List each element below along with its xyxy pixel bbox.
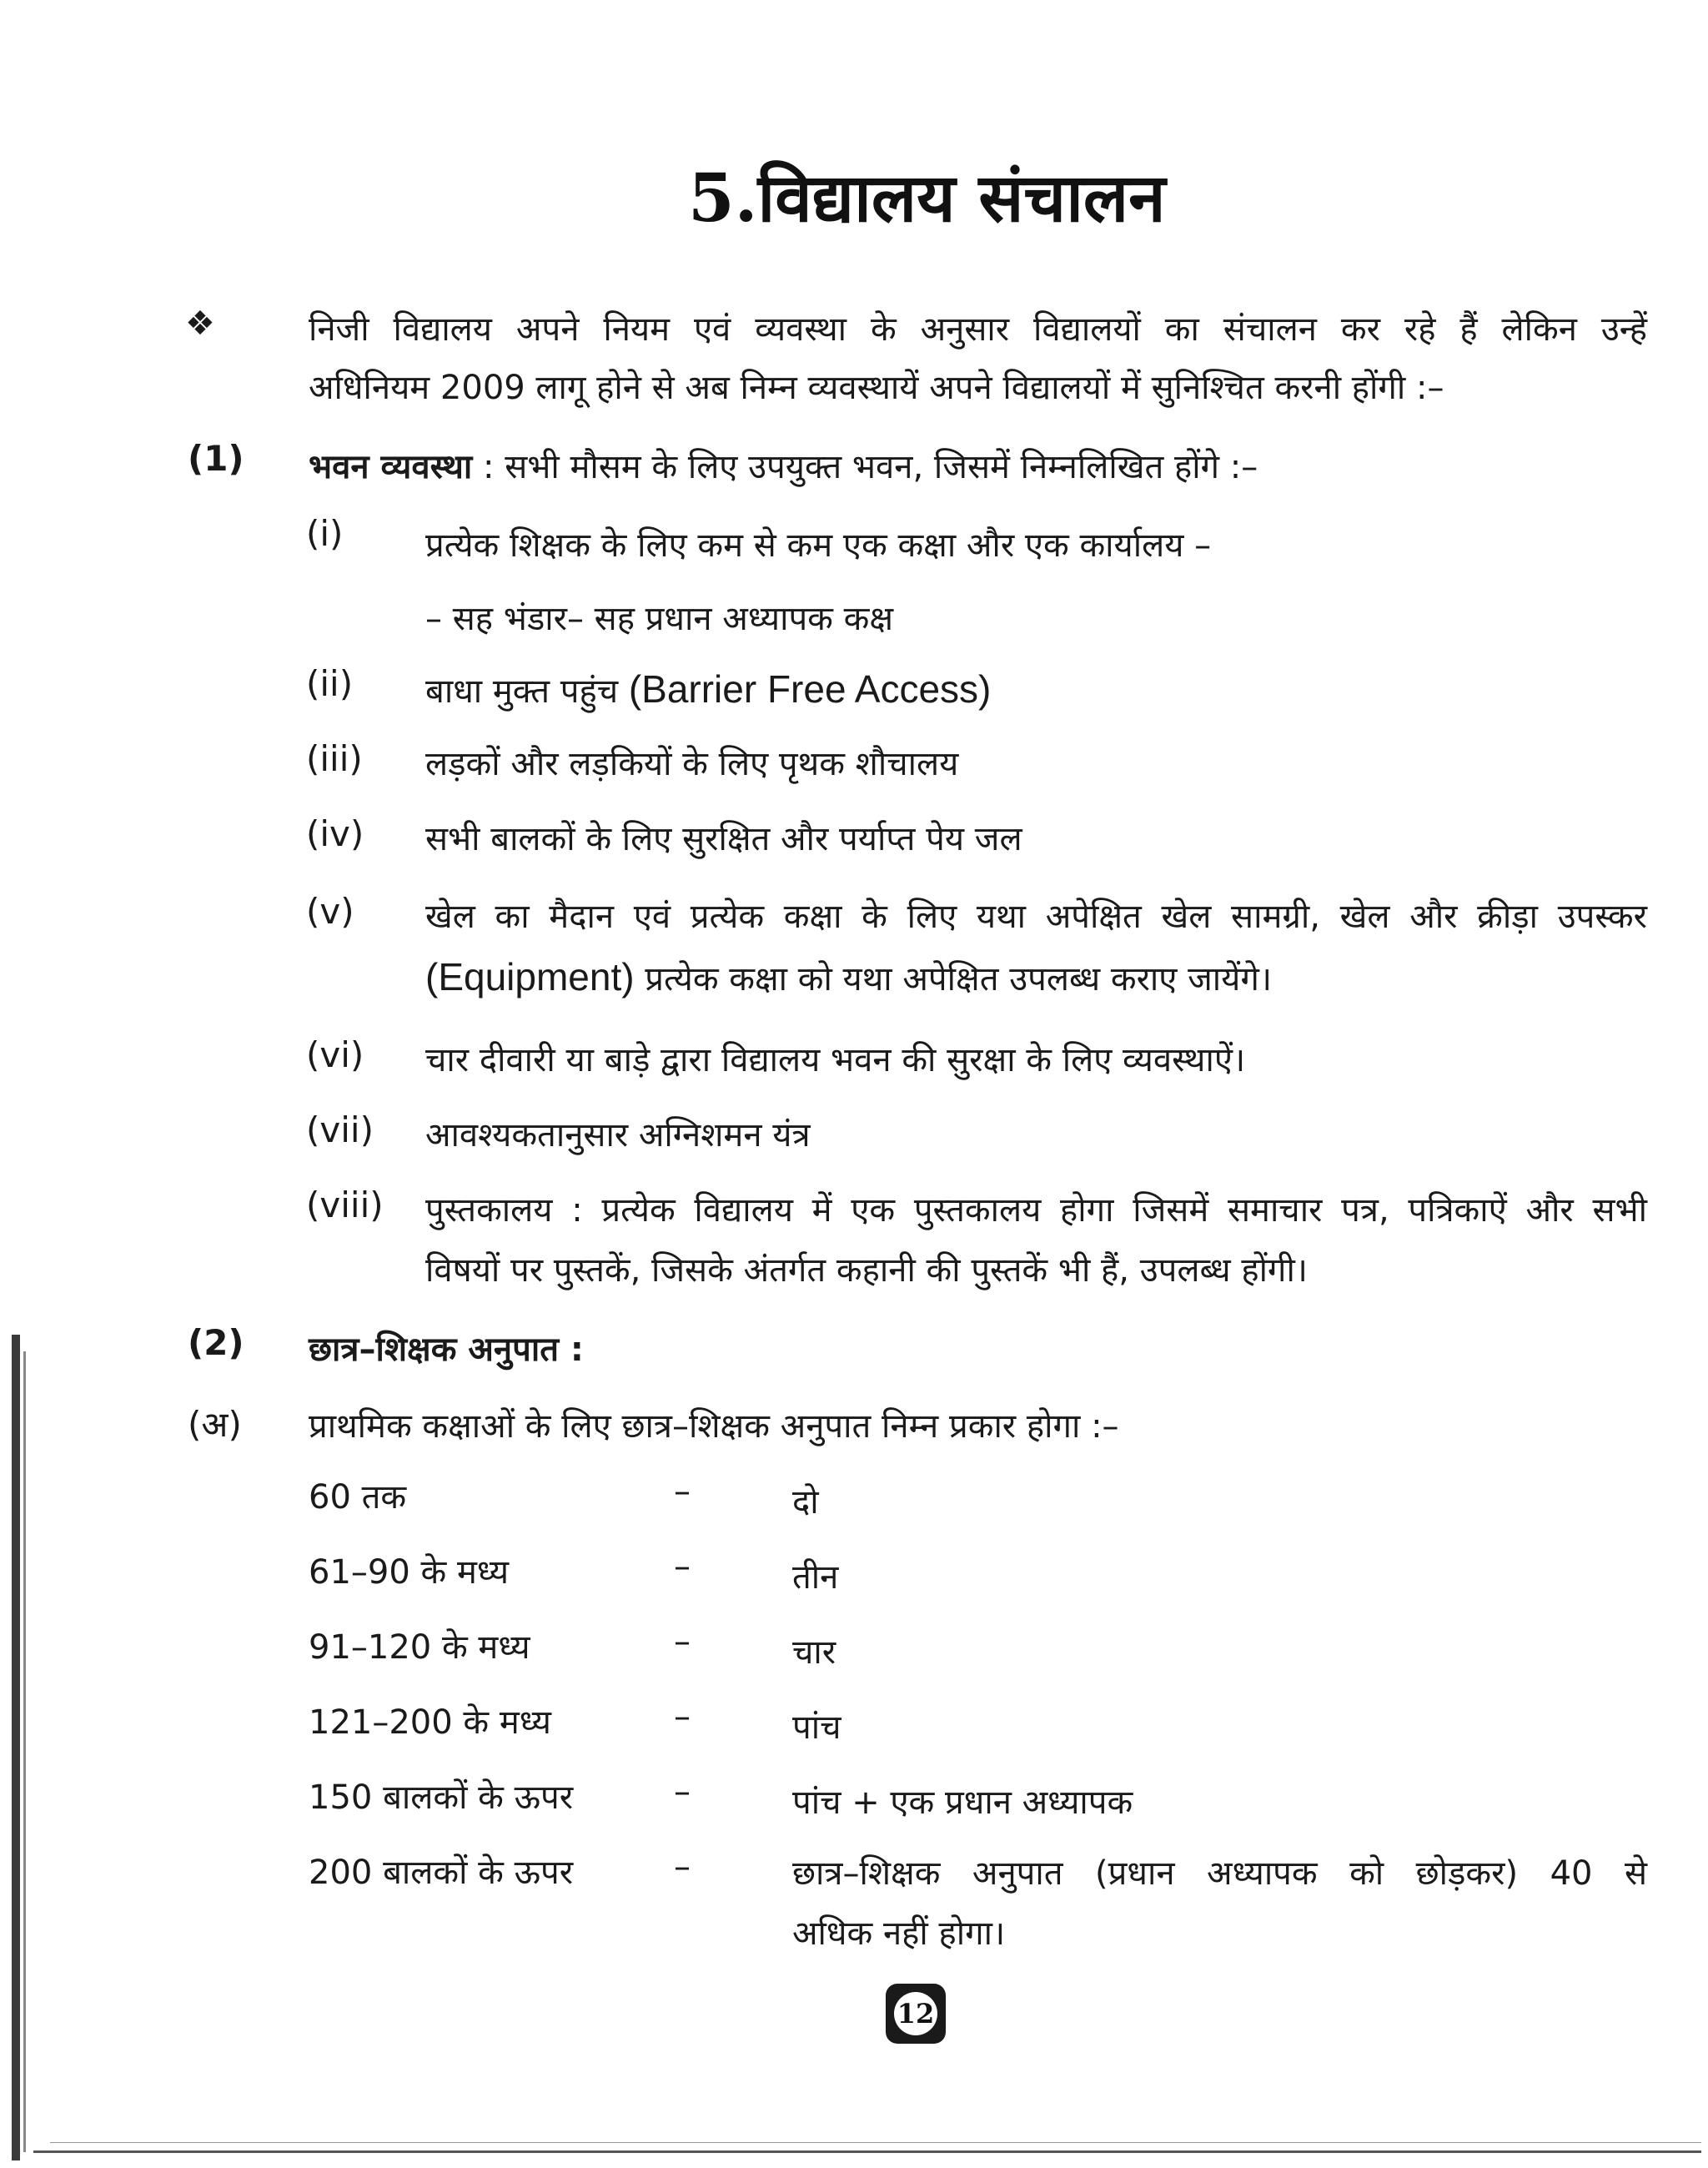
ratio-range: 61–90 के मध्य	[309, 1553, 510, 1592]
ratio-value-line: दो	[792, 1483, 819, 1522]
section-1-heading: भवन व्यवस्था	[309, 448, 473, 486]
item-line: आवश्यकतानुसार अग्निशमन यंत्र	[425, 1116, 811, 1154]
ratio-value-line: पांच + एक प्रधान अध्यापक	[792, 1783, 1133, 1822]
item-line: खेल का मैदान एवं प्रत्येक कक्षा के लिए यथा अपेक्षित खेल सामग्री, खेल और क्रीड़ा उपस्कर	[425, 898, 1647, 936]
ratio-dash: –	[674, 1472, 691, 1511]
ratio-value	[792, 1472, 1647, 1532]
item-number: (v)	[306, 891, 354, 932]
section-2-heading-line	[309, 1325, 584, 1371]
list-item	[425, 509, 1647, 656]
list-item	[425, 1180, 1647, 1300]
intro-paragraph	[309, 300, 1647, 417]
ratio-dash: –	[674, 1622, 691, 1661]
ratio-value	[792, 1844, 1647, 1964]
item-line-rest: प्रत्येक कक्षा को यथा अपेक्षित उपलब्ध कराए जायेंगे।	[634, 960, 1273, 998]
page-number: 12	[894, 1992, 937, 2035]
subsection-number: (अ)	[188, 1404, 242, 1445]
list-item	[425, 887, 1647, 1009]
item-line: लड़कों और लड़कियों के लिए पृथक शौचालय	[425, 745, 959, 783]
intro-line-2: अधिनियम 2009 लागू होने से अब निम्न व्यवस्थायें अपने विद्यालयों में सुनिश्चित करनी होंगी :–	[309, 369, 1444, 407]
binding-edge	[12, 1335, 20, 2160]
section-1-text: : सभी मौसम के लिए उपयुक्त भवन, जिसमें निम्नलिखित होंगे :–	[472, 448, 1258, 486]
ratio-dash: –	[674, 1698, 691, 1736]
list-item	[425, 809, 1647, 869]
section-2-heading: छात्र–शिक्षक अनुपात :	[309, 1330, 584, 1369]
item-number: (iv)	[306, 813, 364, 854]
ratio-range: 150 बालकों के ऊपर	[309, 1778, 574, 1817]
ratio-range: 121–200 के मध्य	[309, 1703, 552, 1742]
item-hindi-text: बाधा मुक्त पहुंच	[425, 672, 629, 711]
ratio-range: 91–120 के मध्य	[309, 1628, 530, 1667]
bullet-icon: ❖	[185, 304, 215, 343]
item-number: (vi)	[306, 1034, 364, 1075]
ratio-dash: –	[674, 1848, 691, 1886]
item-line: – सह भंडार– सह प्रधान अध्यापक कक्ष	[425, 600, 894, 638]
ratio-dash: –	[674, 1773, 691, 1811]
list-item	[425, 1105, 1647, 1165]
item-number: (vii)	[306, 1109, 374, 1150]
item-number: (i)	[306, 513, 344, 554]
ratio-value	[792, 1773, 1647, 1833]
bottom-edge-line	[50, 2142, 1701, 2143]
item-number: (iii)	[306, 738, 363, 779]
section-1-heading-line	[309, 442, 1258, 488]
section-2-number: (2)	[188, 1322, 244, 1363]
intro-line-1: निजी विद्यालय अपने नियम एवं व्यवस्था के अनुसार विद्यालयों का संचालन कर रहे हैं लेकिन उन्हें	[309, 310, 1647, 349]
ratio-value	[792, 1698, 1647, 1758]
list-item	[425, 659, 1647, 722]
subsection-text: प्राथमिक कक्षाओं के लिए छात्र–शिक्षक अनुपात निम्न प्रकार होगा :–	[309, 1407, 1119, 1446]
list-item	[425, 734, 1647, 794]
ratio-value-line: पांच	[792, 1708, 841, 1747]
ratio-range: 60 तक	[309, 1478, 407, 1517]
ratio-value-line: चार	[792, 1633, 836, 1672]
ratio-dash: –	[674, 1547, 691, 1586]
item-number: (viii)	[306, 1185, 384, 1225]
ratio-value-line: अधिक नहीं होगा।	[792, 1914, 1006, 1953]
item-latin-text: (Equipment)	[425, 955, 635, 998]
ratio-value-line: तीन	[792, 1558, 839, 1597]
item-line: सभी बालकों के लिए सुरक्षित और पर्याप्त पेय जल	[425, 820, 1022, 858]
list-item	[425, 1030, 1647, 1090]
item-number: (ii)	[306, 663, 354, 704]
item-line: प्रत्येक शिक्षक के लिए कम से कम एक कक्षा और एक कार्यालय –	[425, 526, 1212, 565]
ratio-value	[792, 1622, 1647, 1683]
page-title: 5.विद्यालय संचालन	[688, 158, 1166, 237]
ratio-range: 200 बालकों के ऊपर	[309, 1854, 574, 1892]
item-latin-text: (Barrier Free Access)	[628, 667, 992, 711]
bottom-edge	[33, 2150, 1701, 2153]
item-line: चार दीवारी या बाड़े द्वारा विद्यालय भवन की सुरक्षा के लिए व्यवस्थाऐं।	[425, 1041, 1246, 1079]
ratio-value	[792, 1547, 1647, 1607]
page-number-badge	[886, 1984, 946, 2044]
ratio-value-line: छात्र–शिक्षक अनुपात (प्रधान अध्यापक को छोड़कर) 40 से	[792, 1854, 1647, 1893]
item-line: पुस्तकालय : प्रत्येक विद्यालय में एक पुस्तकालय होगा जिसमें समाचार पत्र, पत्रिकाऐं और सभी	[425, 1191, 1647, 1230]
item-line: विषयों पर पुस्तकें, जिसके अंतर्गत कहानी की पुस्तकें भी हैं, उपलब्ध होंगी।	[425, 1251, 1308, 1290]
binding-edge-line	[23, 1351, 26, 2152]
section-1-number: (1)	[188, 438, 244, 479]
